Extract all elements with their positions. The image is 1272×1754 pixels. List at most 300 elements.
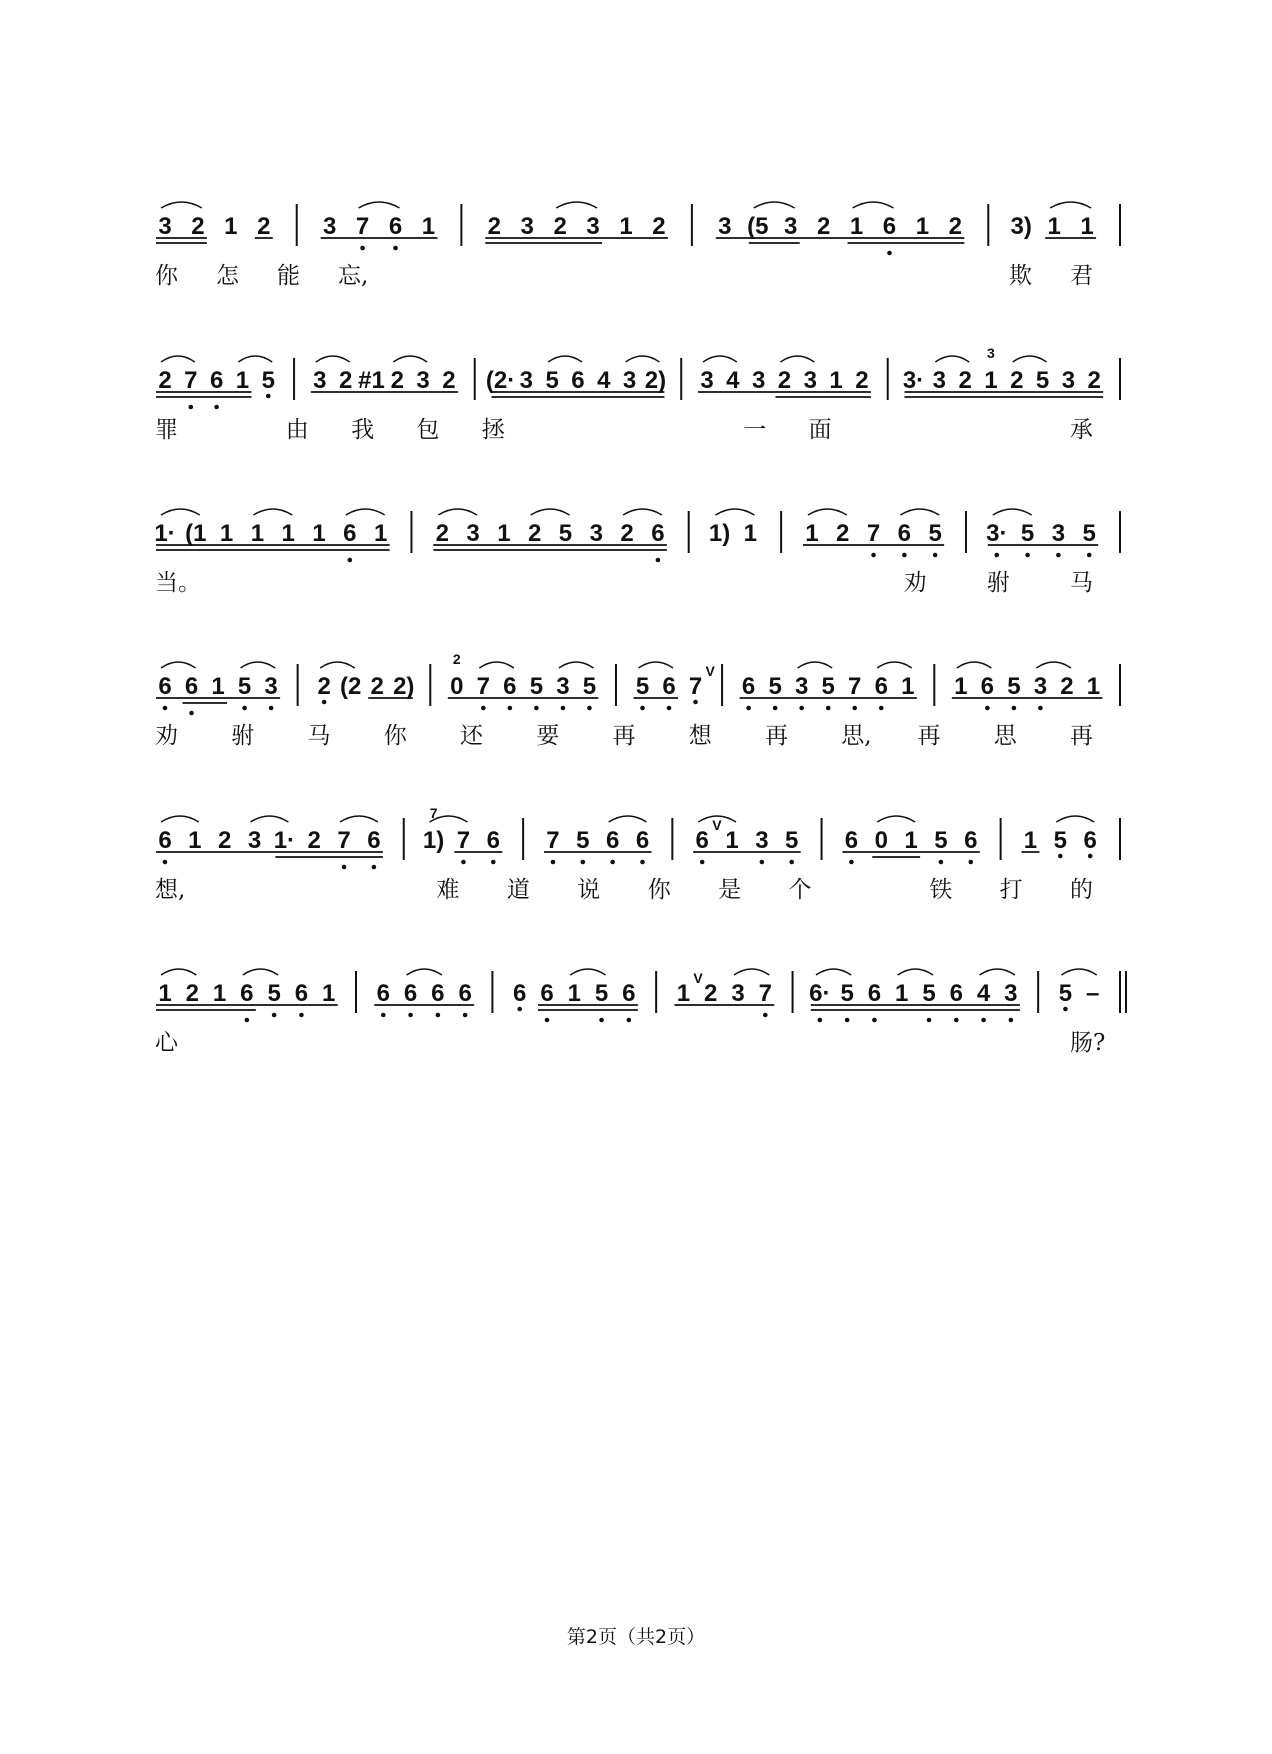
lyric-syllable: 铁 <box>929 877 953 903</box>
lyric-syllable: 肠? <box>1070 1030 1106 1056</box>
note: 6 <box>503 673 517 700</box>
breath-mark: V <box>705 663 715 679</box>
note: 3 <box>932 367 947 394</box>
slur <box>877 816 915 822</box>
lyric-syllable: 承 <box>1070 417 1093 443</box>
low-octave-dot <box>348 558 353 563</box>
low-octave-dot <box>939 860 944 865</box>
lyric-syllable: 驸 <box>986 570 1010 596</box>
low-octave-dot <box>1056 553 1061 558</box>
slur <box>251 816 289 822</box>
low-octave-dot <box>508 706 513 711</box>
note: 1 <box>567 980 581 1007</box>
slur <box>238 356 272 362</box>
note: 1 <box>219 520 234 547</box>
low-octave-dot <box>551 860 556 865</box>
note: – <box>1086 980 1100 1007</box>
lyric-syllable: 你 <box>155 263 178 289</box>
low-octave-dot <box>763 1013 768 1018</box>
lyric-syllable: 能 <box>277 263 300 289</box>
note: 1) <box>708 520 731 547</box>
lyric-syllable: 君 <box>1070 263 1093 289</box>
low-octave-dot <box>640 706 645 711</box>
note: 2) <box>644 367 667 394</box>
low-octave-dot <box>1009 1018 1014 1023</box>
note: 3 <box>313 367 327 394</box>
note: 1 <box>901 673 915 700</box>
note: 2 <box>816 213 831 240</box>
note: 1 <box>211 673 225 700</box>
slur <box>1061 969 1096 975</box>
slur <box>780 356 814 362</box>
low-octave-dot <box>517 1007 522 1012</box>
lyric-syllable: 驸 <box>231 723 255 749</box>
slur <box>1013 356 1047 362</box>
lyric-syllable: 马 <box>1070 570 1093 596</box>
note: 5 <box>1020 520 1035 547</box>
note: 2) <box>393 673 415 700</box>
low-octave-dot <box>933 553 938 558</box>
low-octave-dot <box>269 706 274 711</box>
note: 1 <box>224 213 238 240</box>
note: 6 <box>651 520 665 547</box>
slur <box>161 816 199 822</box>
lyric-syllable: 想, <box>155 877 186 903</box>
low-octave-dot <box>872 1018 877 1023</box>
note: 3 <box>803 367 817 394</box>
low-octave-dot <box>372 865 377 870</box>
lyric-syllable: 由 <box>285 417 309 443</box>
score-system <box>155 969 1126 1056</box>
note: 2 <box>553 213 567 240</box>
lyric-syllable: 再 <box>765 723 788 749</box>
lyric-syllable: 忘, <box>338 263 369 289</box>
low-octave-dot <box>534 706 539 711</box>
low-octave-dot <box>587 706 592 711</box>
note: 2 <box>338 367 353 394</box>
note: 3 <box>264 673 278 700</box>
note: 6 <box>458 980 472 1007</box>
note: 2 <box>307 827 321 854</box>
low-octave-dot <box>610 860 615 865</box>
slur <box>816 969 851 975</box>
note: 2 <box>487 213 501 240</box>
slur <box>1036 662 1071 668</box>
note: 6 <box>158 827 172 854</box>
note: 5 <box>934 827 948 854</box>
slur <box>559 662 594 668</box>
note: 7 <box>546 827 560 854</box>
note: 3· <box>902 367 925 394</box>
note: 2 <box>855 367 869 394</box>
note: 6 <box>294 980 309 1007</box>
note: 1 <box>619 213 633 240</box>
note: 3 <box>466 520 480 547</box>
note: 5 <box>237 673 252 700</box>
low-octave-dot <box>163 860 168 865</box>
note: 7 <box>456 827 471 854</box>
note: 6 <box>367 827 381 854</box>
note: 3· <box>986 520 1008 547</box>
low-octave-dot <box>299 1013 304 1018</box>
low-octave-dot <box>826 706 831 711</box>
note: 5 <box>1035 367 1050 394</box>
low-octave-dot <box>360 246 365 251</box>
note: 2 <box>948 213 963 240</box>
note: 6 <box>980 673 995 700</box>
note: 3 <box>751 367 766 394</box>
note: 2 <box>620 520 634 547</box>
note: 1· <box>154 520 176 547</box>
note: 6 <box>240 980 254 1007</box>
low-octave-dot <box>393 246 398 251</box>
lyric-syllable: 思, <box>841 723 872 749</box>
low-octave-dot <box>656 558 661 563</box>
lyric-syllable: 道 <box>506 877 530 903</box>
note: 5 <box>1082 520 1096 547</box>
note: 5 <box>1007 673 1021 700</box>
low-octave-dot <box>245 1018 250 1023</box>
slur <box>161 356 195 362</box>
lyric-syllable: 想 <box>688 723 712 749</box>
slur <box>359 202 400 208</box>
note: 1 <box>188 827 202 854</box>
note: 2 <box>317 673 331 700</box>
low-octave-dot <box>871 553 876 558</box>
note: 5 <box>821 673 835 700</box>
note: 1 <box>805 520 819 547</box>
note: 6 <box>867 980 882 1007</box>
note: 2 <box>1010 367 1024 394</box>
low-octave-dot <box>667 706 672 711</box>
low-octave-dot <box>322 700 327 705</box>
slur <box>161 202 202 208</box>
slur <box>320 662 355 668</box>
low-octave-dot <box>746 706 751 711</box>
slur <box>556 202 597 208</box>
slur <box>340 816 378 822</box>
slur <box>531 509 570 515</box>
note: 7 <box>476 673 491 700</box>
low-octave-dot <box>1025 553 1030 558</box>
slur <box>609 816 647 822</box>
slur <box>980 969 1015 975</box>
low-octave-dot <box>789 860 794 865</box>
slur <box>935 356 969 362</box>
note: 6 <box>403 980 418 1007</box>
low-octave-dot <box>849 860 854 865</box>
lyric-syllable: 说 <box>577 877 601 903</box>
note: 6 <box>605 827 620 854</box>
note: 1 <box>895 980 909 1007</box>
lyric-syllable: 是 <box>718 877 742 903</box>
low-octave-dot <box>545 1018 550 1023</box>
note: 5 <box>922 980 936 1007</box>
slur <box>253 509 292 515</box>
slur <box>161 969 196 975</box>
slur <box>900 509 939 515</box>
low-octave-dot <box>981 1018 986 1023</box>
low-octave-dot <box>1063 1007 1068 1012</box>
note: 5 <box>576 827 590 854</box>
note: 5 <box>1053 827 1067 854</box>
lyric-syllable: 欺 <box>1009 263 1032 289</box>
note: 6 <box>388 213 403 240</box>
note: 5 <box>529 673 544 700</box>
note: 3 <box>520 213 534 240</box>
slur <box>898 969 933 975</box>
note: 2 <box>958 367 972 394</box>
note: 5 <box>558 520 573 547</box>
lyric-syllable: 我 <box>351 417 375 443</box>
low-octave-dot <box>700 860 705 865</box>
note: 2 <box>257 213 271 240</box>
note: (5 <box>747 213 769 240</box>
note: 2 <box>370 673 384 700</box>
low-octave-dot <box>954 1018 959 1023</box>
slur <box>626 356 660 362</box>
low-octave-dot <box>272 1013 277 1018</box>
note: 5 <box>594 980 609 1007</box>
score-system <box>155 651 1120 749</box>
note: 1 <box>1086 673 1101 700</box>
low-octave-dot <box>242 706 247 711</box>
note: 7 <box>758 980 772 1007</box>
page-footer: 第2页（共2页） <box>566 1626 706 1648</box>
note: 6 <box>741 673 756 700</box>
note: 1) <box>422 827 445 854</box>
slur <box>407 969 442 975</box>
note: 1 <box>915 213 930 240</box>
note: 2 <box>390 367 404 394</box>
lyric-syllable: 你 <box>383 723 407 749</box>
note: 7 <box>688 673 703 700</box>
note: 1 <box>421 213 436 240</box>
note: 5 <box>267 980 281 1007</box>
low-octave-dot <box>189 405 194 410</box>
note: 1 <box>1080 213 1094 240</box>
lyric-syllable: 再 <box>917 723 941 749</box>
note: 1 <box>954 673 968 700</box>
low-octave-dot <box>627 1018 632 1023</box>
slur <box>1050 202 1091 208</box>
note: 4 <box>976 980 991 1007</box>
note: 6 <box>376 980 390 1007</box>
note: 3 <box>1033 673 1048 700</box>
note: 7 <box>866 520 881 547</box>
lyric-syllable: 个 <box>788 877 812 903</box>
low-octave-dot <box>773 706 778 711</box>
note: 6 <box>431 980 445 1007</box>
slur <box>1056 816 1094 822</box>
note: 5 <box>840 980 854 1007</box>
low-octave-dot <box>799 706 804 711</box>
slur <box>853 202 894 208</box>
note: 5 <box>635 673 650 700</box>
note: 0 <box>450 673 464 700</box>
lyric-syllable: 的 <box>1070 877 1093 903</box>
note: 1 <box>250 520 265 547</box>
note: 6 <box>874 673 888 700</box>
breath-mark: V <box>712 817 722 833</box>
slur <box>798 662 833 668</box>
note: 1 <box>212 980 227 1007</box>
note: 3 <box>1004 980 1018 1007</box>
lyric-syllable: 再 <box>1070 723 1093 749</box>
note: 2 <box>158 367 172 394</box>
score-system <box>155 345 1120 443</box>
note: 6 <box>662 673 676 700</box>
slur <box>993 509 1032 515</box>
note: 3 <box>586 213 600 240</box>
note: 5 <box>785 827 799 854</box>
low-octave-dot <box>481 706 486 711</box>
note: 6 <box>540 980 554 1007</box>
slur <box>243 969 278 975</box>
low-octave-dot <box>1058 854 1063 859</box>
note: 1 <box>497 520 511 547</box>
note: 3 <box>1051 520 1066 547</box>
note: 1· <box>273 827 296 854</box>
note: 6 <box>844 827 859 854</box>
slur <box>241 662 276 668</box>
note: (1 <box>185 520 207 547</box>
triplet-mark: 3 <box>987 345 995 361</box>
lyric-syllable: 马 <box>307 723 331 749</box>
note: 6 <box>882 213 897 240</box>
note: 1 <box>322 980 336 1007</box>
slur <box>346 509 385 515</box>
low-octave-dot <box>163 706 168 711</box>
note: 3 <box>158 213 172 240</box>
low-octave-dot <box>985 706 990 711</box>
note: 1 <box>829 367 843 394</box>
note: 1 <box>373 520 388 547</box>
low-octave-dot <box>599 1018 604 1023</box>
slur <box>438 509 477 515</box>
note: 2 <box>1087 367 1101 394</box>
note: 1 <box>281 520 295 547</box>
note: 6 <box>897 520 912 547</box>
note: 6 <box>964 827 978 854</box>
note: 2 <box>836 520 850 547</box>
low-octave-dot <box>879 706 884 711</box>
note: 6 <box>695 827 709 854</box>
lyric-syllable: 难 <box>436 877 460 903</box>
slur <box>316 356 350 362</box>
note: 6 <box>158 673 172 700</box>
note: 1 <box>743 520 758 547</box>
slur <box>754 202 795 208</box>
slur <box>570 969 605 975</box>
slur <box>957 662 992 668</box>
low-octave-dot <box>927 1018 932 1023</box>
slur <box>161 509 200 515</box>
note: 6· <box>809 980 831 1007</box>
note: 3) <box>1010 213 1032 240</box>
note: 1 <box>235 367 250 394</box>
note: #1 <box>358 367 385 394</box>
slur <box>808 509 847 515</box>
note: 3 <box>718 213 732 240</box>
lyric-syllable: 当。 <box>155 570 201 596</box>
grace-note: 2 <box>452 651 461 667</box>
low-octave-dot <box>818 1018 823 1023</box>
note: 2 <box>704 980 718 1007</box>
score-system <box>154 509 1120 596</box>
lyric-syllable: 还 <box>460 723 483 749</box>
note: 3 <box>794 673 809 700</box>
note: 7 <box>337 827 351 854</box>
score-system <box>155 805 1120 903</box>
low-octave-dot <box>1088 854 1093 859</box>
note: 6 <box>622 980 636 1007</box>
lyric-syllable: 包 <box>416 417 440 443</box>
low-octave-dot <box>994 553 999 558</box>
note: 3 <box>622 367 637 394</box>
low-octave-dot <box>760 860 765 865</box>
note: 5 <box>768 673 782 700</box>
low-octave-dot <box>436 1013 441 1018</box>
slur <box>734 969 769 975</box>
low-octave-dot <box>408 1013 413 1018</box>
note: 6 <box>635 827 650 854</box>
low-octave-dot <box>463 1013 468 1018</box>
low-octave-dot <box>581 860 586 865</box>
note: 2 <box>185 980 199 1007</box>
slur <box>548 356 582 362</box>
slur <box>479 662 514 668</box>
slur <box>716 509 755 515</box>
lyric-syllable: 你 <box>647 877 671 903</box>
low-octave-dot <box>640 860 645 865</box>
slur <box>639 662 674 668</box>
lyric-syllable: 劝 <box>903 570 927 596</box>
note: 1 <box>725 827 739 854</box>
low-octave-dot <box>1038 706 1043 711</box>
low-octave-dot <box>968 860 973 865</box>
low-octave-dot <box>561 706 566 711</box>
note: 7 <box>848 673 862 700</box>
lyric-syllable: 再 <box>612 723 636 749</box>
breath-mark: V <box>693 970 703 986</box>
low-octave-dot <box>852 706 857 711</box>
lyric-syllable: 怎 <box>216 263 239 289</box>
lyric-syllable: 一 <box>743 417 767 443</box>
lyric-syllable: 拯 <box>481 417 505 443</box>
note: 6 <box>209 367 224 394</box>
note: 3 <box>247 827 262 854</box>
low-octave-dot <box>1012 706 1017 711</box>
note: 2 <box>191 213 205 240</box>
lyric-syllable: 劝 <box>155 723 178 749</box>
low-octave-dot <box>491 860 496 865</box>
note: 0 <box>874 827 888 854</box>
grace-note: 7 <box>429 805 438 821</box>
note: 4 <box>726 367 740 394</box>
note: 2 <box>1060 673 1074 700</box>
note: 6 <box>486 827 500 854</box>
score-system <box>155 202 1120 289</box>
note: 3 <box>519 367 534 394</box>
low-octave-dot <box>902 553 907 558</box>
note: 2 <box>442 367 456 394</box>
low-octave-dot <box>693 700 698 705</box>
low-octave-dot <box>381 1013 386 1018</box>
note: 6 <box>513 980 527 1007</box>
note: 1 <box>984 367 998 394</box>
note: 6 <box>1083 827 1097 854</box>
